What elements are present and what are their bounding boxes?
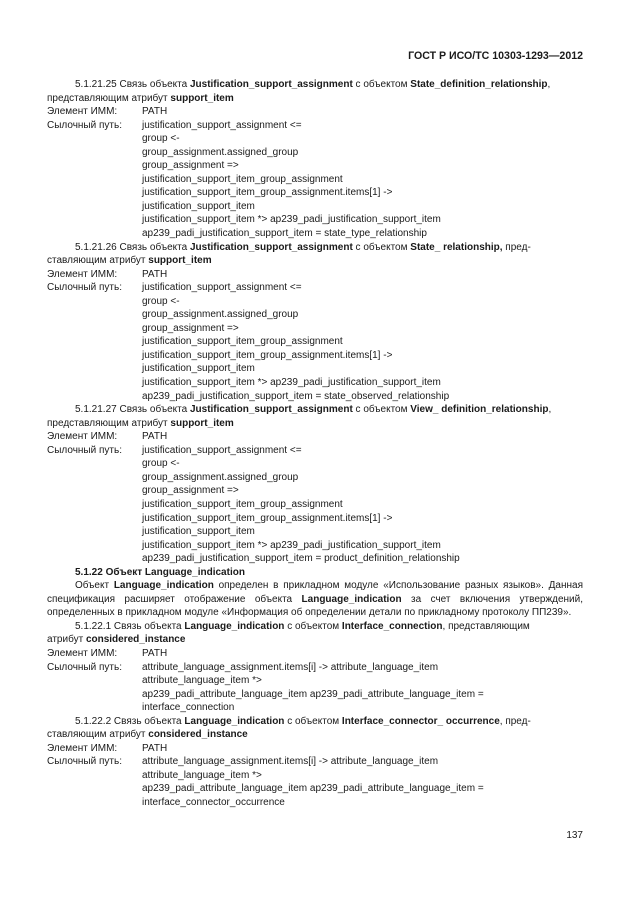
reference-path-row: Сылочный путь: attribute_language_assignment.items[i] -> attribute_language_item [47, 756, 439, 768]
reference-path-row: Сылочный путь: justification_support_assignment <= [47, 282, 302, 294]
reference-path-line: justification_support_item [142, 200, 255, 212]
reference-path-line: attribute_language_item *> [142, 675, 262, 687]
document-body [47, 78, 583, 810]
imm-element-row: Элемент ИММ: PATH [47, 431, 168, 443]
mapping-block [47, 715, 583, 810]
reference-path-line: justification_support_item [142, 363, 255, 375]
mapping-block [47, 620, 583, 715]
reference-path-line: group <- [142, 133, 180, 145]
reference-path-line: justification_support_item *> ap239_padi_justification_support_item [142, 214, 441, 226]
reference-path-row: Сылочный путь: justification_support_assignment <= [47, 119, 302, 131]
page-number: 137 [566, 830, 583, 841]
mapping-block [47, 241, 583, 404]
mapping-block [47, 78, 583, 241]
reference-path-line: justification_support_item_group_assignment.items[1] -> [142, 349, 393, 361]
reference-path-line: group_assignment => [142, 322, 239, 334]
reference-path-line: justification_support_item *> ap239_padi_justification_support_item [142, 377, 441, 389]
clause-paragraph: 5.1.22.2 Связь объекта Language_indication с объектом Interface_connector_ occurrence, пред- ставляющим атрибут considered_instance [47, 715, 531, 741]
reference-path-line: ap239_padi_justification_support_item = state_type_relationship [142, 228, 427, 240]
reference-path-line: justification_support_item_group_assignment.items[1] -> [142, 187, 393, 199]
reference-path-line: justification_support_item_group_assignment [142, 173, 343, 185]
imm-element-row: Элемент ИММ: PATH [47, 647, 168, 659]
imm-element-row: Элемент ИММ: PATH [47, 106, 168, 118]
reference-path-row: Сылочный путь: justification_support_assignment <= [47, 444, 302, 456]
reference-path-line: justification_support_item_group_assignment.items[1] -> [142, 512, 393, 524]
reference-path-line: group <- [142, 295, 180, 307]
reference-path-line: ap239_padi_justification_support_item = product_definition_relationship [142, 553, 460, 565]
clause-paragraph: 5.1.22.1 Связь объекта Language_indication с объектом Interface_connection, представляющим атрибут considered_instance [47, 620, 530, 646]
reference-path-line: group <- [142, 458, 180, 470]
imm-element-row: Элемент ИММ: PATH [47, 268, 168, 280]
reference-path-line: attribute_language_item *> [142, 769, 262, 781]
document-header: ГОСТ Р ИСО/ТС 10303-1293—2012 [408, 50, 583, 62]
section-heading: 5.1.22 Объект Language_indication [75, 566, 245, 578]
reference-path-line: group_assignment => [142, 160, 239, 172]
reference-path-line: justification_support_item [142, 526, 255, 538]
reference-path-line: justification_support_item_group_assignment [142, 336, 343, 348]
reference-path-row: Сылочный путь: attribute_language_assignment.items[i] -> attribute_language_item [47, 661, 439, 673]
reference-path-line: ap239_padi_justification_support_item = state_observed_relationship [142, 390, 450, 402]
reference-path-line: interface_connection [142, 702, 235, 714]
imm-element-row: Элемент ИММ: PATH [47, 742, 168, 754]
reference-path-line: group_assignment.assigned_group [142, 146, 299, 158]
reference-path-line: interface_connector_occurrence [142, 796, 285, 808]
clause-paragraph: 5.1.21.27 Связь объекта Justification_support_assignment с объектом View_ definition_relationship, представляющим атрибут support_item [47, 404, 552, 429]
reference-path-line: group_assignment => [142, 485, 239, 497]
reference-path-line: group_assignment.assigned_group [142, 471, 299, 483]
clause-paragraph: 5.1.21.26 Связь объекта Justification_support_assignment с объектом State_ relationship, пред- ставляющим атрибут support_item [47, 241, 531, 267]
clause-paragraph: 5.1.21.25 Связь объекта Justification_support_assignment с объектом State_definition_relationship, представляющим атрибут support_item [47, 79, 551, 104]
reference-path-line: justification_support_item *> ap239_padi_justification_support_item [142, 539, 441, 551]
section-paragraph: Объект Language_indication определен в прикладном модуле «Использование разных языков». Данная спецификация расширяет отображение объекта Language_indication за счет включения утверждений, определенных в прикладном модуле «Информация об определении детали по прикладному протоколу ПП239». [47, 580, 584, 619]
mapping-block [47, 403, 583, 566]
reference-path-line: ap239_padi_attribute_language_item ap239_padi_attribute_language_item = [142, 688, 484, 700]
reference-path-line: ap239_padi_attribute_language_item ap239_padi_attribute_language_item = [142, 783, 484, 795]
reference-path-line: group_assignment.assigned_group [142, 309, 299, 321]
reference-path-line: justification_support_item_group_assignment [142, 498, 343, 510]
